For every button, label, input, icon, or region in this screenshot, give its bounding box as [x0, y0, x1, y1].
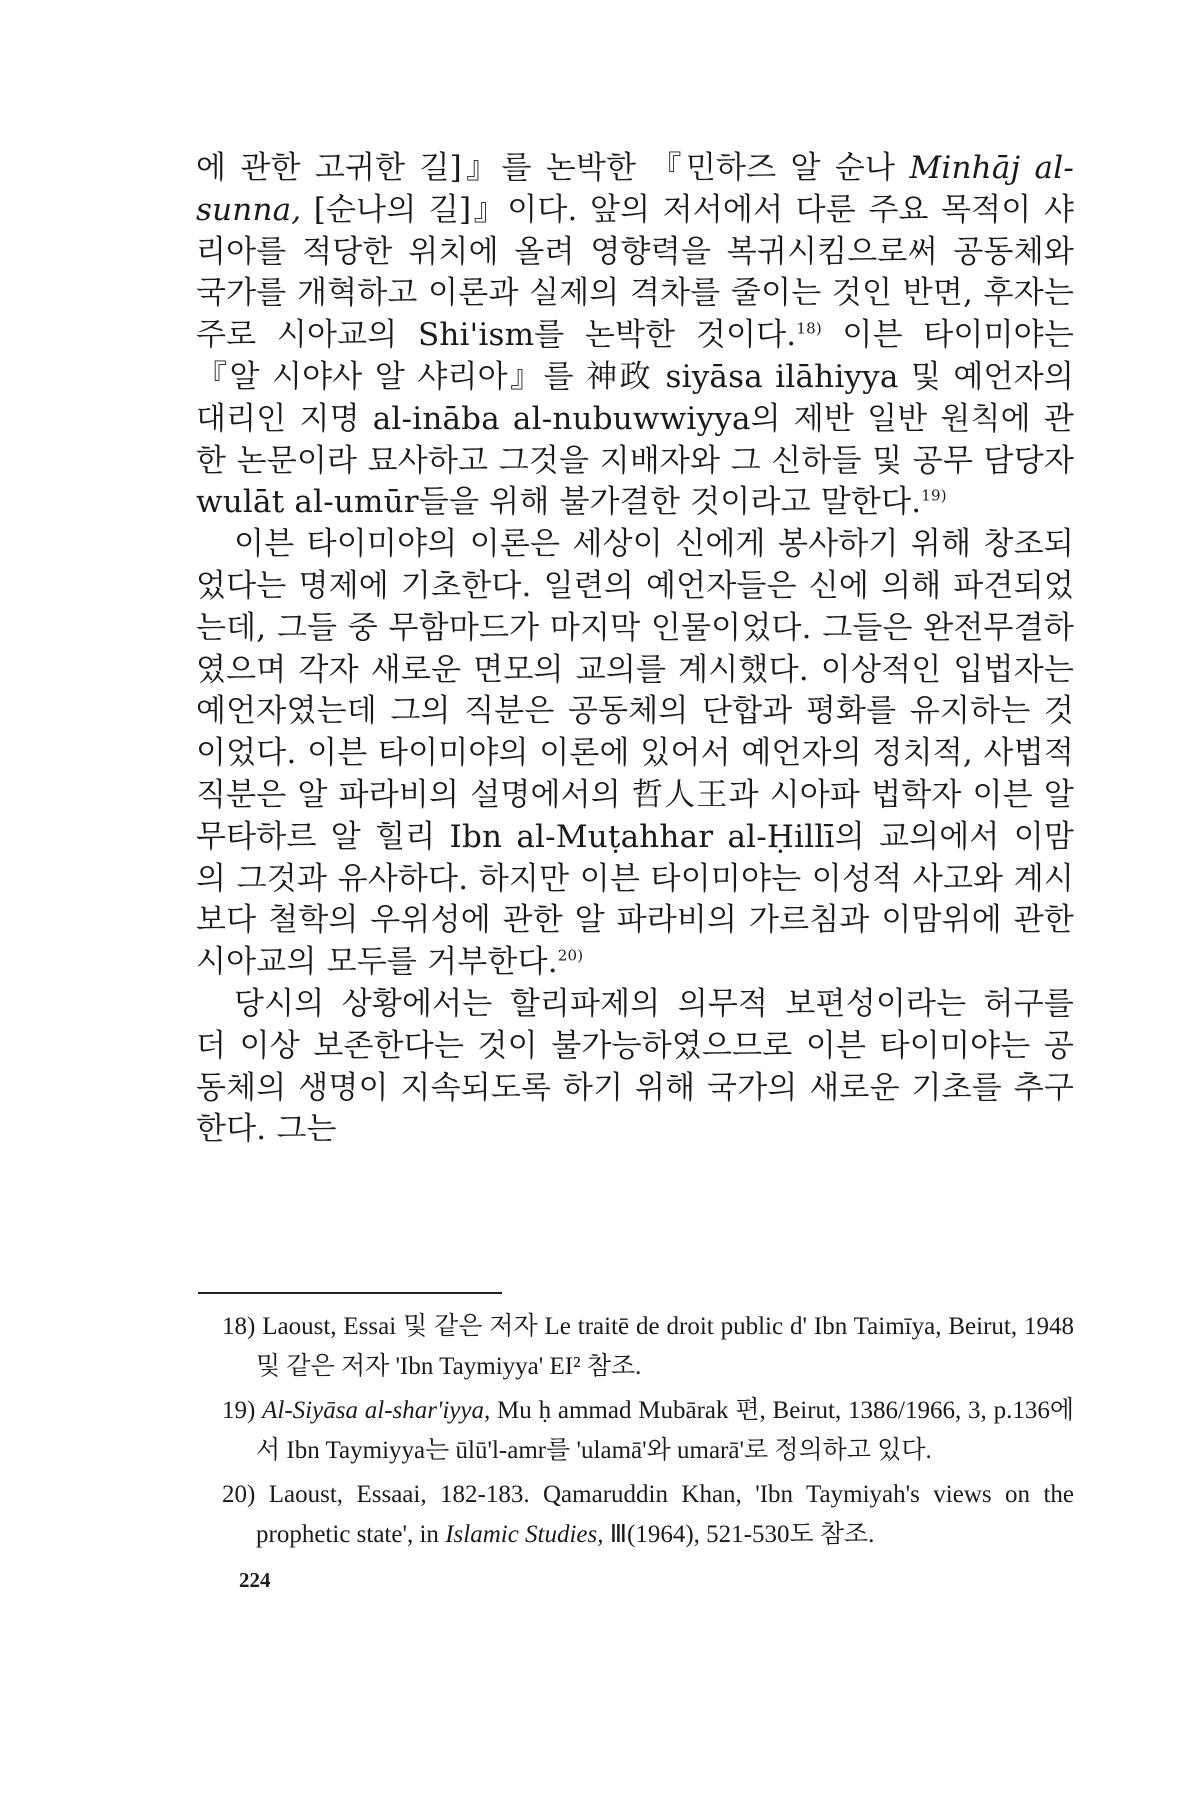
footnote-text: Mu ḥ ammad Mubārak 편, Beirut, 1386/1966, 3, p.136에서 Ibn Taymiyya는 ūlū'l-amr를 'ulamā'와 umarā'로 정의하고 있다.: [256, 1397, 1075, 1464]
footnote-text: 20) Laoust, Essaai, 182-183. Qamaruddin Khan, 'Ibn Taymiyah's views on the prophetic state', in: [222, 1481, 1074, 1548]
text-segment: 이븐 타이미야는 『알 시야사 알 샤리아』를 神政 siyāsa ilāhiyya 및 예언자의 대리인 지명 al-ināba al-nubuwwiyya의 제반 일반 원칙에 관한 논문이라 묘사하고 그것을 지배자와 그 신하들 및 공무 담당자 wulāt al-umūr들을 위해 불가결한 것이라고 말한다.: [196, 317, 1074, 521]
italic-title: Minhāj al-sunna,: [196, 150, 1075, 228]
footnote-ref-18: 18): [796, 319, 822, 338]
page-number: 224: [239, 1568, 271, 1592]
footnote-19: [222, 1391, 1074, 1471]
footnote-text: Ⅲ(1964), 521-530도 참조.: [603, 1521, 875, 1548]
italic-title: Islamic Studies,: [445, 1521, 604, 1548]
text-segment: 당시의 상황에서는 할리파제의 의무적 보편성이라는 허구를 더 이상 보존한다는 것이 불가능하였으므로 이븐 타이미야는 공동체의 생명이 지속되도록 하기 위해 국가의 새로운 기초를 추구한다. 그는: [196, 985, 1074, 1148]
italic-title: Al-Siyāsa al-shar'iyya,: [262, 1397, 491, 1424]
footnote-18: [222, 1307, 1074, 1387]
main-text: [196, 148, 1074, 1151]
paragraph-1: [196, 148, 1074, 524]
text-segment: 에 관한 고귀한 길]』를 논박한 『민하즈 알 순나: [196, 150, 910, 186]
footnote-ref-19: 19): [921, 487, 947, 506]
footnote-separator: [198, 1292, 502, 1294]
text-segment: 이븐 타이미야의 이론은 세상이 신에게 봉사하기 위해 창조되었다는 명제에 기초한다. 일련의 예언자들은 신에 의해 파견되었는데, 그들 중 무함마드가 마지막 인물이었다. 그들은 완전무결하였으며 각자 새로운 면모의 교의를 계시했다. 이상적인 입법자는 예언자였는데 그의 직분은 공동체의 단합과 평화를 유지하는 것이었다. 이븐 타이미야의 이론에 있어서 예언자의 정치적, 사법적 직분은 알 파라비의 설명에서의 哲人王과 시아파 법학자 이븐 알 무타하르 알 힐리 Ibn al-Muṭahhar al-Ḥillī의 교의에서 이맘의 그것과 유사하다. 하지만 이븐 타이미야는 이성적 사고와 계시보다 철학의 우위성에 관한 알 파라비의 가르침과 이맘위에 관한 시아교의 모두를 거부한다.: [196, 526, 1074, 981]
footnote-ref-20: 20): [557, 946, 584, 965]
paragraph-3: [196, 984, 1074, 1151]
text-segment: [순나의 길]』이다. 앞의 저서에서 다룬 주요 목적이 샤리아를 적당한 위치에 올려 영향력을 복귀시킴으로써 공동체와 국가를 개혁하고 이론과 실제의 격차를 줄이는 것인 반면, 후자는 주로 시아교의 Shi'ism를 논박한 것이다.: [196, 191, 1074, 354]
footnote-text: 18) Laoust, Essai 및 같은 저자 Le traitē de droit public d' Ibn Taimīya, Beirut, 1948 및 같은 저자 'Ibn Taymiyya' EI² 참조.: [222, 1313, 1074, 1380]
paragraph-2: [196, 524, 1074, 984]
footnote-20: [222, 1475, 1074, 1555]
footnote-text: 19): [222, 1397, 263, 1424]
footnotes: [222, 1307, 1074, 1559]
